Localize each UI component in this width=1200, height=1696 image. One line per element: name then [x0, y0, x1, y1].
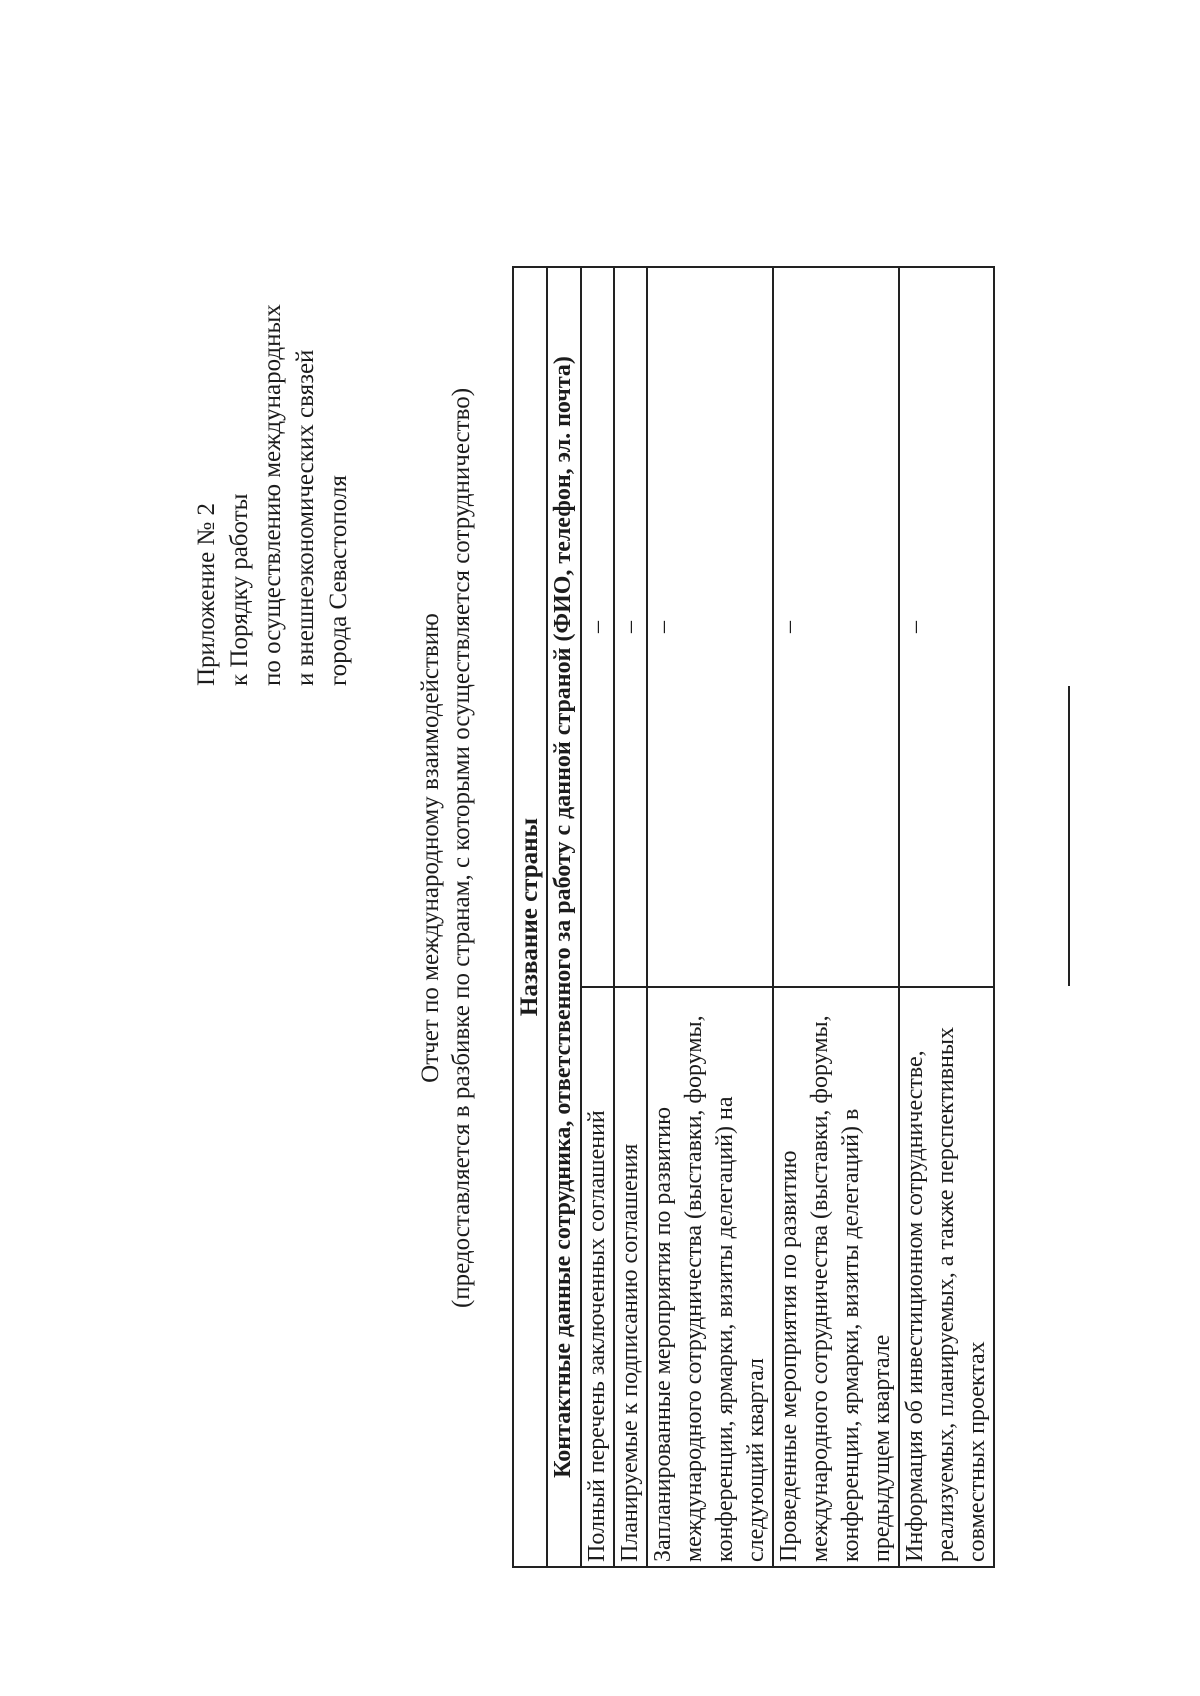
report-subtitle: (предоставляется в разбивке по странам, с которыми осуществляется сотрудничество) [448, 387, 475, 1309]
row-value: – [647, 267, 773, 987]
row-value: – [899, 267, 994, 987]
row-label: Планируемые к подписанию соглашения [614, 987, 647, 1567]
closing-line [1068, 686, 1070, 986]
contacts-header: Контактные данные сотрудника, ответственного за работу с данной страной (ФИО, телефон, эл. почта) [547, 267, 581, 1567]
report-heading [415, 0, 477, 1696]
row-label: Проведенные мероприятия по развитию международного сотрудничества (выставки, форумы, конференции, ярмарки, визиты делегаций) в предыдущем квартале [773, 987, 899, 1567]
appendix-line: Приложение № 2 [193, 502, 220, 686]
country-name-header: Название страны [513, 267, 547, 1567]
row-value: – [773, 267, 899, 987]
table-row [614, 267, 647, 1567]
table-row [899, 267, 994, 1567]
row-label: Информация об инвестиционном сотрудничестве, реализуемых, планируемых, а также перспективных совместных проектах [899, 987, 994, 1567]
appendix-line: к Порядку работы [226, 493, 253, 686]
table-row [773, 267, 899, 1567]
table-row [647, 267, 773, 1567]
appendix-line: города Севастополя [325, 475, 352, 686]
table-header-row [513, 267, 547, 1567]
table-header-row [547, 267, 581, 1567]
appendix-reference [190, 126, 355, 686]
row-label: Запланированные мероприятия по развитию международного сотрудничества (выставки, форумы, конференции, ярмарки, визиты делегаций) на следующий квартал [647, 987, 773, 1567]
table-row [581, 267, 614, 1567]
row-label: Полный перечень заключенных соглашений [581, 987, 614, 1567]
appendix-line: и внешнеэкономических связей [292, 349, 319, 686]
appendix-line: по осуществлению международных [259, 304, 286, 686]
row-value: – [614, 267, 647, 987]
report-table [512, 266, 995, 1568]
report-title: Отчет по международному взаимодействию [417, 613, 444, 1083]
row-value: – [581, 267, 614, 987]
